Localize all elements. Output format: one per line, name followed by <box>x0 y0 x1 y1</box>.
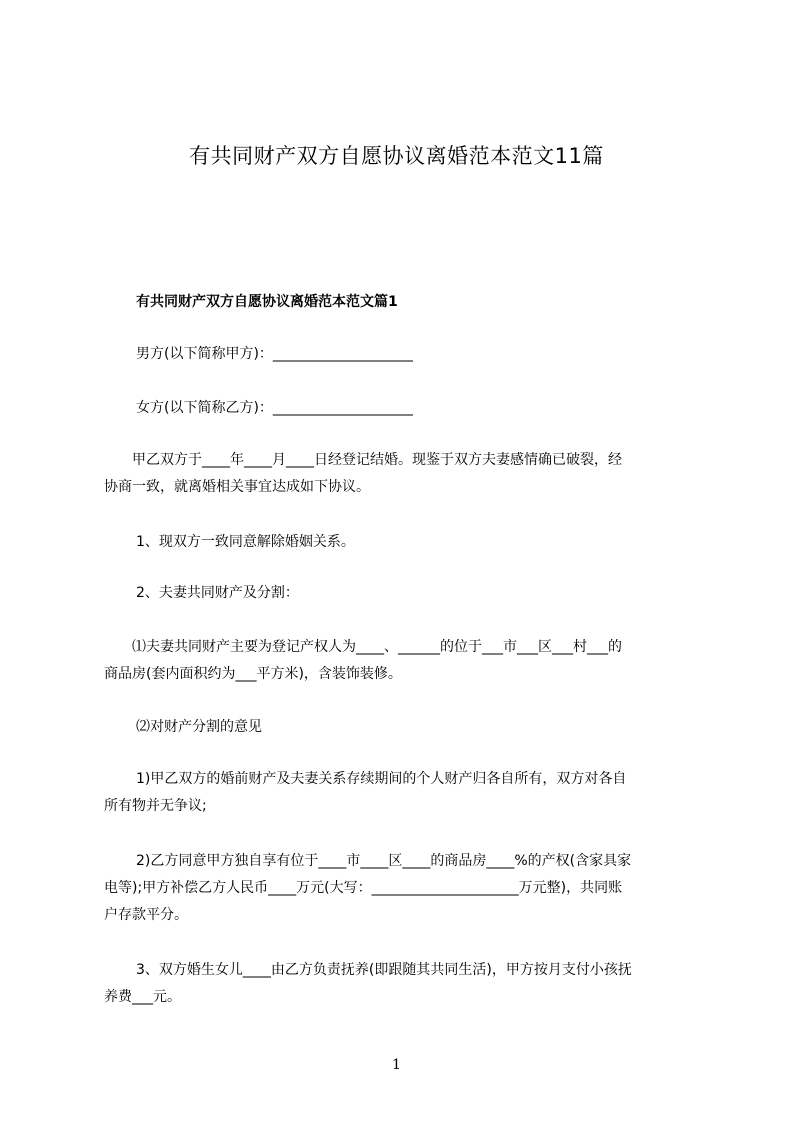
paragraph-line: 商品房(套内面积约为___平方米)，含装饰装修。 <box>104 666 402 682</box>
document-title: 有共同财产双方自愿协议离婚范本范文11篇 <box>189 144 604 168</box>
paragraph-marriage-registration <box>104 447 716 501</box>
paragraph-line: 1)甲乙双方的婚前财产及夫妻关系存续期间的个人财产归各自所有，双方对各自 <box>136 771 627 787</box>
paragraph-line: 1、现双方一致同意解除婚姻关系。 <box>136 534 355 550</box>
paragraph-clause-3 <box>104 957 716 1011</box>
paragraph-line: ⑵对财产分割的意见 <box>136 719 262 735</box>
paragraph-line: ⑴夫妻共同财产主要为登记产权人为____、______的位于___市___区___村___的 <box>132 639 622 655</box>
paragraph-line: 2、夫妻共同财产及分割： <box>136 585 299 601</box>
paragraph-line: 2)乙方同意甲方独自享有位于____市____区____的商品房____%的产权(含家具家 <box>136 853 632 869</box>
paragraph-line: 养费___元。 <box>104 989 181 1005</box>
paragraph-line: 3、双方婚生女儿____由乙方负责抚养(即跟随其共同生活)，甲方按月支付小孩抚 <box>136 962 632 978</box>
paragraph-line: 协商一致，就离婚相关事宜达成如下协议。 <box>104 479 370 495</box>
paragraph-line: 女方(以下简称乙方)：____________________ <box>136 400 413 416</box>
paragraph-line: 电等);甲方补偿乙方人民币____万元(大写：_____________________万元整)，共同账 <box>104 880 623 896</box>
page-number: 1 <box>392 1057 401 1073</box>
paragraph-division-opinion <box>104 714 748 741</box>
paragraph-line: 所有物并无争议; <box>104 798 207 814</box>
paragraph-wife <box>104 395 748 422</box>
paragraph-line: 男方(以下简称甲方)：____________________ <box>136 346 413 362</box>
paragraph-premarital-property <box>104 766 716 820</box>
paragraph-line: 甲乙双方于____年____月____日经登记结婚。现鉴于双方夫妻感情确已破裂，经 <box>132 452 622 468</box>
section-heading: 有共同财产双方自愿协议离婚范本范文篇1 <box>136 294 398 310</box>
paragraph-line: 户存款平分。 <box>104 907 188 923</box>
paragraph-clause-2 <box>104 580 748 607</box>
paragraph-clause-1 <box>104 529 748 556</box>
paragraph-husband <box>104 341 748 368</box>
paragraph-house-ownership <box>104 848 716 929</box>
paragraph-joint-property <box>104 634 716 688</box>
